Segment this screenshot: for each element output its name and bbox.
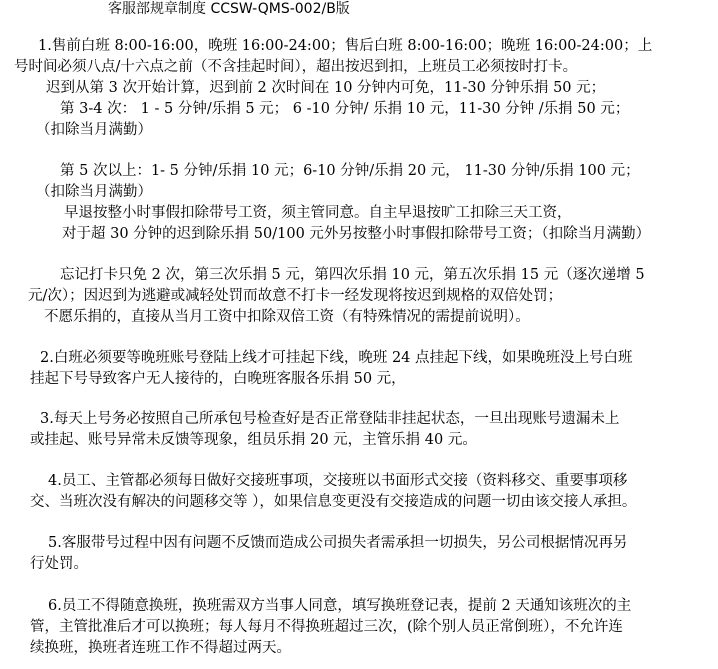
section-1-line-3: 迟到从第 3 次开始计算，迟到前 2 次时间在 10 分钟内可免，11-30 分钟乐捐 50 元； [46,80,606,96]
section-1-line-10: 忘记打卡只免 2 次，第三次乐捐 5 元，第四次乐捐 10 元，第五次乐捐 15 元（逐次递增 5 [60,267,645,283]
document-title: 客服部规章制度 CCSW-QMS-002/B版 [108,1,350,17]
section-1-line-2: 号时间必须八点/十六点之前（不含挂起时间），超出按迟到扣，上班员工必须按时打卡。 [14,59,578,75]
section-1-line-9: 对于超 30 分钟的迟到除乐捐 50/100 元外另按整小时事假扣除带号工资；（扣除当月满勤） [62,226,651,242]
section-3-line-1: 3.每天上号务必按照自己所承包号检查好是否正常登陆非挂起状态，一旦出现账号遗漏未上 [40,411,620,427]
section-6-line-2: 管，主管批准后才可以换班；每人每月不得换班超过三次，(除个别人员正常倒班），不允许连 [30,619,623,635]
section-1-line-8: 早退按整小时事假扣除带号工资，须主管同意。自主早退按旷工扣除三天工资， [64,205,572,221]
section-6-line-3: 续换班，换班者连班工作不得超过两天。 [30,640,291,656]
section-2-line-2: 挂起下号导致客户无人接待的，白晚班客服各乐捐 50 元， [30,371,406,387]
section-1-line-11: 元/次）；因迟到为逃避或减轻处罚而故意不打卡一经发现将按迟到规格的双倍处罚； [28,288,563,304]
section-3-line-2: 或挂起、账号异常未反馈等现象，组员乐捐 20 元，主管乐捐 40 元。 [30,432,477,448]
section-5-line-2: 行处罚。 [30,556,88,572]
section-1-line-4: 第 3-4 次： 1 - 5 分钟/乐捐 5 元； 6 -10 分钟/ 乐捐 10 元，11-30 分钟 /乐捐 50 元； [60,101,630,117]
section-1-line-5: （扣除当月满勤） [36,122,152,138]
section-1-line-12: 不愿乐捐的，直接从当月工资中扣除双倍工资（有特殊情况的需提前说明）。 [44,309,530,325]
section-4-line-1: 4.员工、主管都必须每日做好交接班事项，交接班以书面形式交接（资料移交、重要事项移 [48,473,628,489]
section-6-line-1: 6.员工不得随意换班，换班需双方当事人同意，填写换班登记表，提前 2 天通知该班次的主 [48,598,632,614]
section-1-line-6: 第 5 次以上：1- 5 分钟/乐捐 10 元；6-10 分钟/乐捐 20 元， 11-30 分钟/乐捐 100 元； [60,163,640,179]
section-1-line-7: （扣除当月满勤） [36,184,152,200]
section-4-line-2: 交、当班次没有解决的问题移交等 ），如果信息变更没有交接造成的问题一切由该交接人承担。 [30,494,637,510]
section-5-line-1: 5.客服带号过程中因有问题不反馈而造成公司损失者需承担一切损失，另公司根据情况再另 [48,535,628,551]
section-1-line-1: 1.售前白班 8:00-16:00，晚班 16:00-24:00；售后白班 8:00-16:00；晚班 16:00-24:00；上 [38,38,653,54]
section-2-line-1: 2.白班必须要等晚班账号登陆上线才可挂起下线，晚班 24 点挂起下线，如果晚班没上号白班 [40,350,633,366]
